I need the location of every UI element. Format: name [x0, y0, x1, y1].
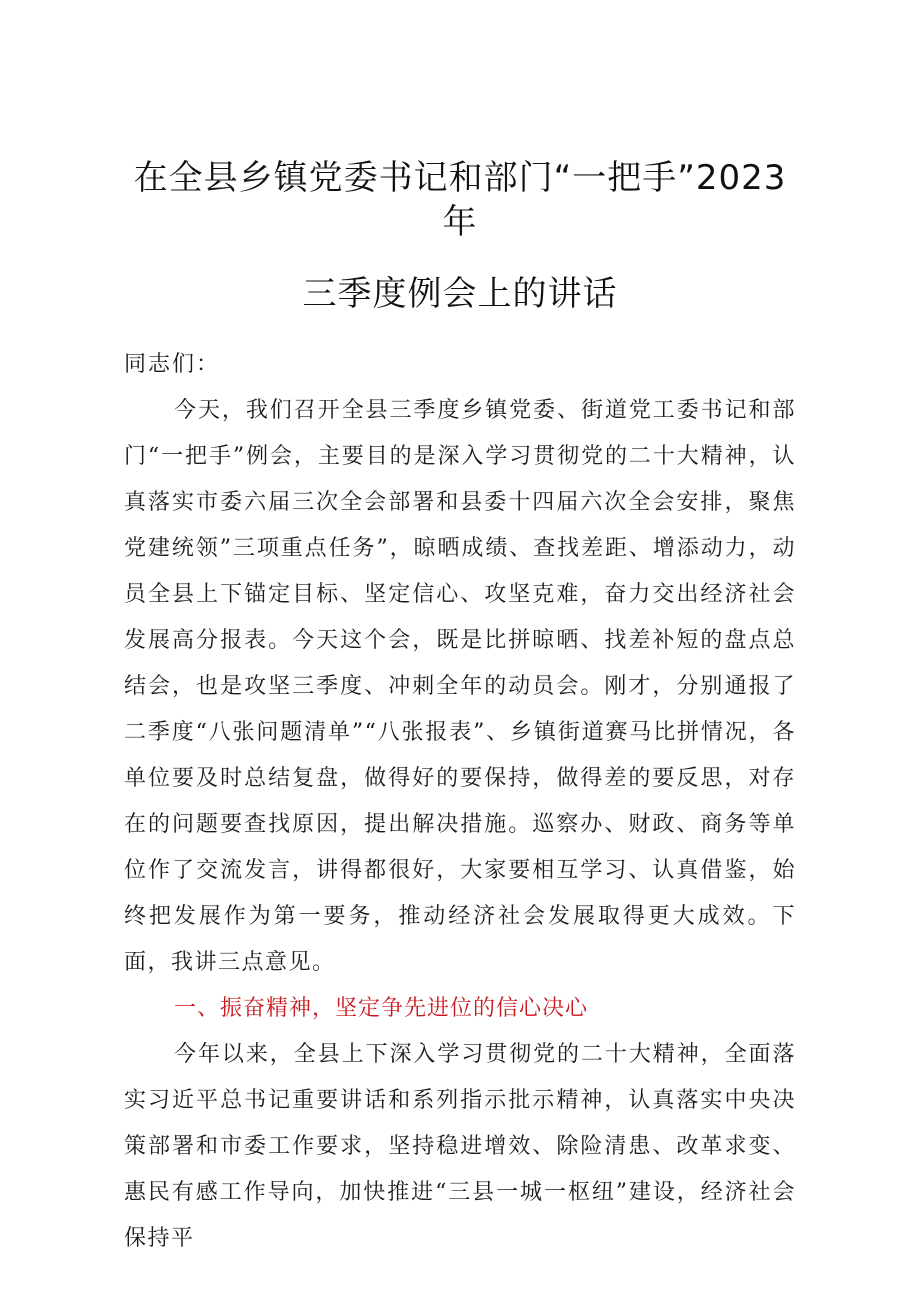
- section-heading-1: 一、振奋精神，坚定争先进位的信心决心: [174, 996, 589, 1021]
- intro-paragraph: 今天，我们召开全县三季度乡镇党委、街道党工委书记和部门“一把手”例会，主要目的是深入学习贯彻党的二十大精神，认真落实市委六届三次全会部署和县委十四届六次全会安排，聚焦党建统领”三项重点任务”，晾晒成绩、查找差距、增添动力，动员全县上下锚定目标、坚定信心、攻坚克难，奋力交出经济社会发展高分报表。今天这个会，既是比拼晾晒、找差补短的盘点总结会，也是攻坚三季度、冲刺全年的动员会。刚才，分别通报了二季度“八张问题清单”“八张报表”、乡镇街道赛马比拼情况，各单位要及时总结复盘，做得好的要保持，做得差的要反思，对存在的问题要查找原因，提出解决措施。巡察办、财政、商务等单位作了交流发言，讲得都很好，大家要相互学习、认真借鉴，始终把发展作为第一要务，推动经济社会发展取得更大成效。下面，我讲三点意见。: [124, 398, 796, 975]
- salutation: 同志们：: [124, 352, 221, 377]
- document-title-line-3: 三季度例会上的讲话: [302, 274, 618, 314]
- section-1-paragraph: 今年以来，全县上下深入学习贯彻党的二十大精神，全面落实习近平总书记重要讲话和系列指示批示精神，认真落实中央决策部署和市委工作要求，坚持稳进增效、除险清患、改革求变、惠民有感工作导向，加快推进“三县一城一枢纽”建设，经济社会保持平: [124, 1042, 796, 1251]
- document-title-line-1: 在全县乡镇党委书记和部门“一把手”2023: [133, 158, 787, 198]
- document-body: [124, 346, 796, 1262]
- document-title-line-2: 年: [442, 202, 478, 242]
